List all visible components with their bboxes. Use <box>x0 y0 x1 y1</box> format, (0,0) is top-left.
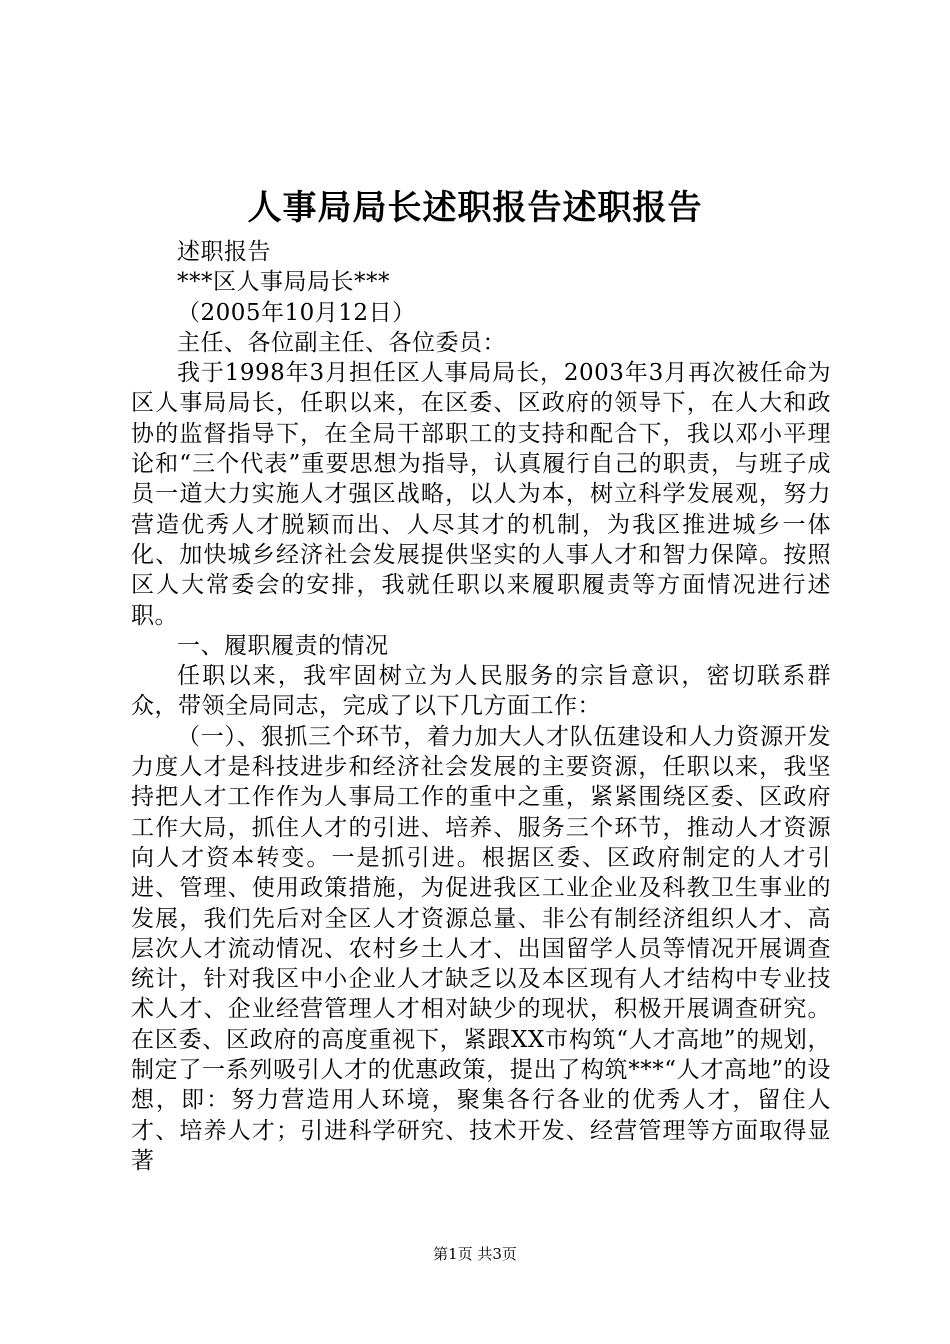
paragraph-salutation: 主任、各位副主任、各位委员： <box>177 329 506 356</box>
document-body <box>131 237 831 1176</box>
paragraph-subsection-1: （一）、狠抓三个环节，着力加大人才队伍建设和人力资源开发力度人才是科技进步和经济社会发展的主要资源，任职以来，我坚持把人才工作作为人事局工作的重中之重，紧紧围绕区委、区政府工作大局，抓住人才的引进、培养、服务三个环节，推动人才资源向人才资本转变。一是抓引进。根据区委、区政府制定的人才引进、管理、使用政策措施，为促进我区工业企业及科教卫生事业的发展，我们先后对全区人才资源总量、非公有制经济组织人才、高层次人才流动情况、农村乡土人才、出国留学人员等情况开展调查统计，针对我区中小企业人才缺乏以及本区现有人才结构中专业技术人才、企业经营管理人才相对缺少的现状，积极开展调查研究。在区委、区政府的高度重视下，紧跟XX市构筑“人才高地”的规划，制定了一系列吸引人才的优惠政策，提出了构筑***“人才高地”的设想，即：努力营造用人环境，聚集各行各业的优秀人才，留住人才、培养人才；引进科学研究、技术开发、经营管理等方面取得显著 <box>131 723 831 1174</box>
paragraph-date: （2005年10月12日） <box>177 299 416 326</box>
paragraph-heading: 述职报告 <box>177 239 271 265</box>
section-heading: 一、履职履责的情况 <box>177 632 389 659</box>
page-footer: 第1页 共3页 <box>433 1245 517 1263</box>
paragraph-author: ***区人事局局长*** <box>177 269 390 296</box>
document-title: 人事局局长述职报告述职报告 <box>247 188 703 228</box>
paragraph-intro: 我于1998年3月担任区人事局局长，2003年3月再次被任命为区人事局局长，任职以来，在区委、区政府的领导下，在人大和政协的监督指导下，在全局干部职工的支持和配合下，我以邓小平理论和“三个代表”重要思想为指导，认真履行自己的职责，与班子成员一道大力实施人才强区战略，以人为本，树立科学发展观，努力营造优秀人才脱颖而出、人尽其才的机制，为我区推进城乡一体化、加快城乡经济社会发展提供坚实的人事人才和智力保障。按照区人大常委会的安排，我就任职以来履职履责等方面情况进行述职。 <box>131 360 831 629</box>
paragraph-summary: 任职以来，我牢固树立为人民服务的宗旨意识，密切联系群众，带领全局同志，完成了以下几方面工作： <box>131 663 831 720</box>
